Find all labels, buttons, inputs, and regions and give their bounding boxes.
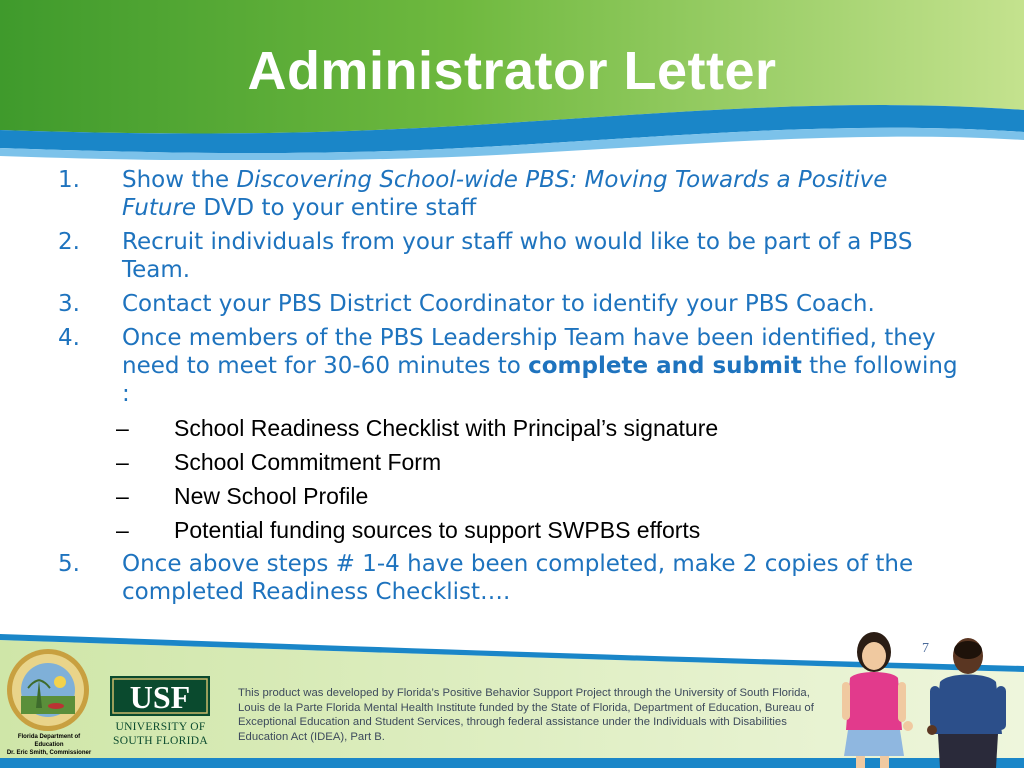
list-text: Once members of the PBS Leadership Team have been identified, they need to meet for 30-60 minutes to xyxy=(122,325,936,379)
dash-bullet: – xyxy=(116,415,129,441)
list-item-3 xyxy=(58,290,958,318)
sub-item-school-profile xyxy=(58,482,958,510)
list-text: Show the xyxy=(122,167,237,193)
header-band xyxy=(0,0,1024,160)
list-number: 2. xyxy=(58,229,80,255)
sub-item-readiness-checklist xyxy=(58,414,958,442)
list-text: DVD to your entire staff xyxy=(196,195,477,221)
seal-caption xyxy=(4,733,94,757)
list-number: 1. xyxy=(58,167,80,193)
dvd-title: Discovering School-wide PBS: Moving Towards a Positive Future xyxy=(122,167,888,221)
list-item-5 xyxy=(58,550,958,606)
list-number: 4. xyxy=(58,325,80,351)
usf-line: SOUTH FLORIDA xyxy=(113,735,208,747)
page-number: 7 xyxy=(922,641,929,656)
dash-bullet: – xyxy=(116,483,129,509)
florida-seal-icon xyxy=(6,648,90,732)
seal-caption-line: Florida Department of Education xyxy=(17,734,81,748)
list-number: 3. xyxy=(58,291,80,317)
sub-item-text: School Commitment Form xyxy=(174,449,442,475)
usf-wordmark xyxy=(108,720,213,748)
list-number: 5. xyxy=(58,551,80,577)
sub-item-funding-sources xyxy=(58,516,958,544)
list-text: the following : xyxy=(122,353,958,407)
list-text: Contact your PBS District Coordinator to identify your PBS Coach. xyxy=(122,291,875,317)
sub-item-text: School Readiness Checklist with Principal’s signature xyxy=(174,415,719,441)
usf-mark: USF xyxy=(129,679,191,715)
usf-line: UNIVERSITY OF xyxy=(115,721,206,733)
list-item-4 xyxy=(58,324,958,408)
list-item-2 xyxy=(58,228,958,284)
slide-title: Administrator Letter xyxy=(247,41,777,101)
sub-item-text: Potential funding sources to support SWPBS efforts xyxy=(174,517,701,543)
usf-logo xyxy=(110,676,210,716)
list-item-1 xyxy=(58,166,958,222)
sub-item-text: New School Profile xyxy=(174,483,369,509)
dash-bullet: – xyxy=(116,517,129,543)
dash-bullet: – xyxy=(116,449,129,475)
emphasis-text: complete and submit xyxy=(528,353,802,379)
list-text: Once above steps # 1-4 have been completed, make 2 copies of the completed Readiness Checklist…. xyxy=(122,551,914,605)
sub-item-commitment-form xyxy=(58,448,958,476)
slide-body xyxy=(58,166,958,612)
seal-caption-line: Dr. Eric Smith, Commissioner xyxy=(6,750,92,756)
children-photo xyxy=(836,630,1024,768)
funding-disclaimer: This product was developed by Florida’s Positive Behavior Support Project through the University of South Florida, Louis de la Parte Florida Mental Health Institute funded by the State of Florida, Department of Education, Bureau of Exceptional Education and Student Services, through federal assistance under the Individuals with Disabilities Education Act (IDEA), Part B. xyxy=(238,687,814,743)
list-text: Recruit individuals from your staff who would like to be part of a PBS Team. xyxy=(122,229,913,283)
